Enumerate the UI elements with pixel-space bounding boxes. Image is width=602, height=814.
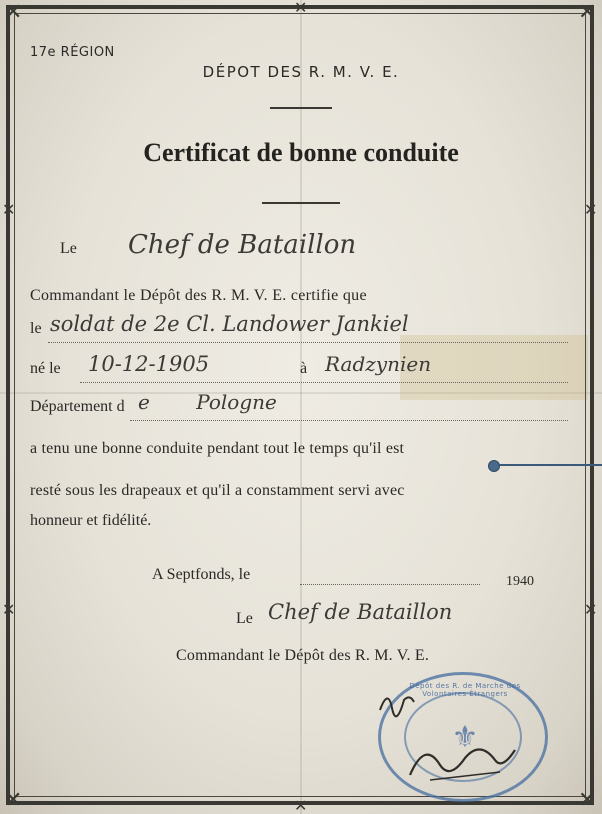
born-at-label: à <box>300 360 308 377</box>
region-label: 17e RÉGION <box>30 45 115 60</box>
commandant-line: Commandant le Dépôt des R. M. V. E. certifie que <box>30 287 367 304</box>
signatory-le-label: Le <box>236 610 253 627</box>
born-label: né le <box>30 360 61 377</box>
corner-ornament-icon: ✕ <box>4 0 23 25</box>
corner-ornament-icon: ✕ <box>578 0 597 25</box>
year-label: 1940 <box>506 574 534 589</box>
border-ornament-icon: ✕ <box>294 796 308 814</box>
stamp-text: Dépôt des R. de Marche des Volontaires Étrangers <box>409 682 521 698</box>
conduct-line-2: resté sous les drapeaux et qu'il a constamment servi avec <box>30 482 405 499</box>
border-ornament-icon: ✕ <box>2 200 16 219</box>
rank-handwritten: Chef de Bataillon <box>128 230 357 260</box>
signatory-title: Commandant le Dépôt des R. M. V. E. <box>176 647 430 664</box>
pin-marker-icon[interactable] <box>488 460 500 472</box>
dotted-line <box>48 342 568 343</box>
signatory-handwritten: Chef de Bataillon <box>268 600 453 624</box>
signature <box>370 680 530 790</box>
dotted-line <box>300 584 480 585</box>
stamp-emblem-icon: ⚜ <box>451 720 479 755</box>
title-rule <box>262 202 340 204</box>
border-ornament-icon: ✕ <box>294 0 308 17</box>
border-ornament-icon: ✕ <box>584 600 598 619</box>
department-label: Département d <box>30 398 125 415</box>
le-label: Le <box>60 240 77 257</box>
dotted-line <box>130 420 568 421</box>
border-ornament-icon: ✕ <box>584 200 598 219</box>
corner-ornament-icon: ✕ <box>4 788 23 813</box>
place-date-label: A Septfonds, le <box>152 566 251 583</box>
le-soldier-label: le <box>30 320 42 337</box>
depot-heading: DÉPOT DES R. M. V. E. <box>202 63 400 81</box>
conduct-line-3: honneur et fidélité. <box>30 512 152 529</box>
pin-connector-line <box>498 464 602 466</box>
birthplace-handwritten: Radzynien <box>325 352 432 376</box>
page-title: Certificat de bonne conduite <box>143 138 459 167</box>
conduct-line-1: a tenu une bonne conduite pendant tout le temps qu'il est <box>30 440 405 457</box>
birth-date-handwritten: 10-12-1905 <box>88 352 210 376</box>
header-rule <box>270 107 332 109</box>
corner-ornament-icon: ✕ <box>578 788 597 813</box>
soldier-handwritten: soldat de 2e Cl. Landower Jankiel <box>50 312 409 336</box>
border-ornament-icon: ✕ <box>2 600 16 619</box>
department-handwritten: e Pologne <box>138 390 277 414</box>
dotted-line <box>80 382 568 383</box>
